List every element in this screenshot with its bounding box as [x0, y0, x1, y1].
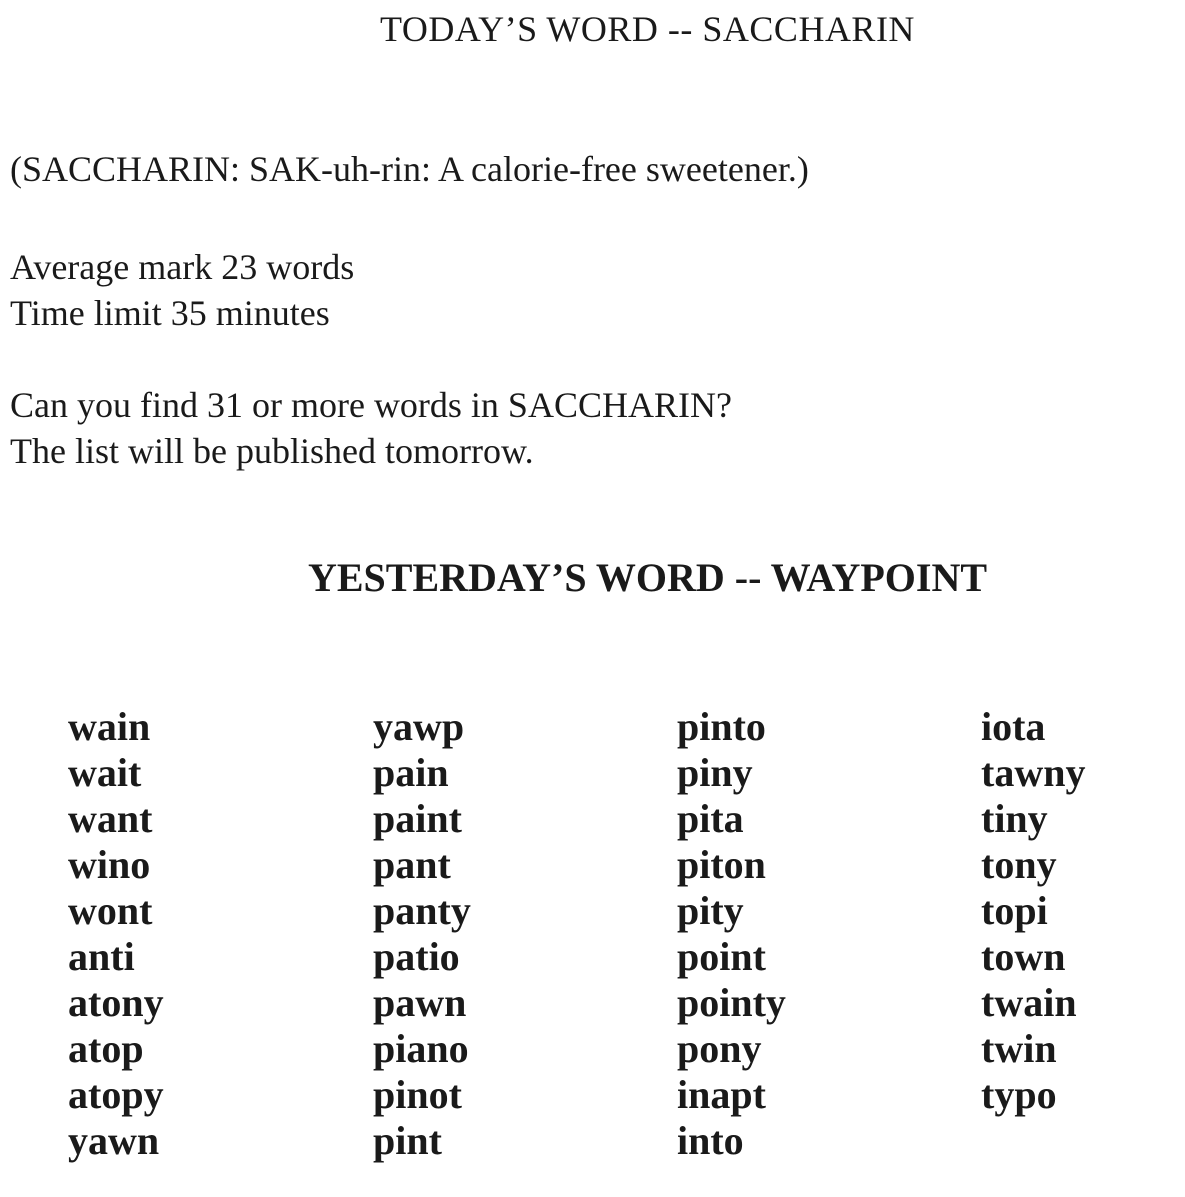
- answer-word: anti: [68, 934, 135, 979]
- answer-word: into: [677, 1118, 744, 1163]
- answer-word: pain: [373, 750, 449, 795]
- answer-word: twain: [981, 980, 1077, 1025]
- answer-word: paint: [373, 796, 462, 841]
- answer-word: yawp: [373, 704, 465, 749]
- answer-word-grid: [68, 704, 1168, 1174]
- answer-word: point: [677, 934, 766, 979]
- todays-word-title: TODAY’S WORD -- SACCHARIN: [380, 9, 915, 49]
- answer-word: pointy: [677, 980, 786, 1025]
- answer-word: atony: [68, 980, 164, 1025]
- word-definition: (SACCHARIN: SAK-uh-rin: A calorie-free sweetener.): [10, 149, 809, 189]
- answer-word: tony: [981, 842, 1057, 887]
- answer-word: topi: [981, 888, 1048, 933]
- answer-word: typo: [981, 1072, 1057, 1117]
- word-column-2: [373, 704, 471, 1164]
- answer-word: town: [981, 934, 1066, 979]
- answer-word: pawn: [373, 980, 467, 1025]
- answer-word: panty: [373, 888, 471, 933]
- word-column-4: [981, 704, 1085, 1118]
- answer-word: tiny: [981, 796, 1048, 841]
- answer-word: inapt: [677, 1072, 766, 1117]
- answer-word: atop: [68, 1026, 144, 1071]
- word-column-1: [68, 704, 164, 1164]
- answer-word: twin: [981, 1026, 1057, 1071]
- answer-word: piano: [373, 1026, 469, 1071]
- answer-word: wait: [68, 750, 142, 795]
- answer-word: pony: [677, 1026, 762, 1071]
- time-limit: Time limit 35 minutes: [10, 293, 330, 333]
- answer-word: piny: [677, 750, 753, 795]
- answer-word: pint: [373, 1118, 442, 1163]
- answer-word: yawn: [68, 1118, 160, 1163]
- answer-word: tawny: [981, 750, 1086, 795]
- answer-word: pinto: [677, 704, 766, 749]
- answer-word: piton: [677, 842, 766, 887]
- challenge-text: [10, 382, 732, 474]
- puzzle-stats: [10, 244, 354, 336]
- answer-word: atopy: [68, 1072, 164, 1117]
- answer-word: wont: [68, 888, 153, 933]
- answer-word: wain: [68, 704, 151, 749]
- answer-word: iota: [981, 704, 1046, 749]
- answer-word: pant: [373, 842, 451, 887]
- answer-word: patio: [373, 934, 460, 979]
- answer-word: pinot: [373, 1072, 462, 1117]
- answer-word: want: [68, 796, 153, 841]
- average-mark: Average mark 23 words: [10, 247, 355, 287]
- word-column-3: [677, 704, 786, 1164]
- challenge-question: Can you find 31 or more words in SACCHARIN?: [10, 385, 732, 425]
- answer-word: pita: [677, 796, 744, 841]
- answer-word: wino: [68, 842, 151, 887]
- answer-word: pity: [677, 888, 744, 933]
- publish-note: The list will be published tomorrow.: [10, 431, 534, 471]
- yesterdays-word-title: YESTERDAY’S WORD -- WAYPOINT: [307, 555, 988, 600]
